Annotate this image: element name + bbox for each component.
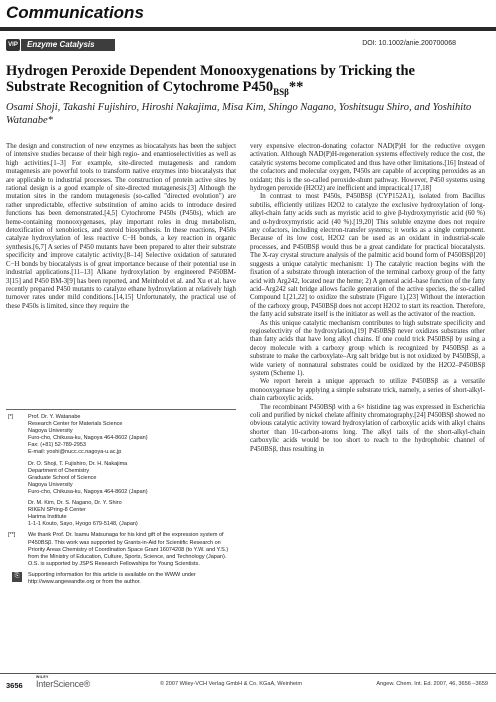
page-number: 3656 bbox=[6, 681, 23, 690]
body-column-left bbox=[6, 143, 236, 398]
title-line-2: Substrate Recognition of Cytochrome $P450_{BS\beta}**$ bbox=[6, 79, 304, 97]
supporting-info-icon: ⎘ bbox=[12, 572, 22, 582]
copyright-notice: © 2007 Wiley-VCH Verlag GmbH & Co. KGaA, Weinheim bbox=[160, 681, 303, 687]
subsection-label: Enzyme Catalysis bbox=[21, 39, 115, 51]
body-paragraph: We report herein a unique approach to utilize P450BSβ as a versatile monooxygenase by applying a simple substrate trick, namely, a series of short-alkyl-chain carboxylic acids. bbox=[250, 378, 485, 403]
affiliations-footnote bbox=[6, 409, 236, 664]
body-column-right bbox=[250, 143, 485, 665]
supporting-info-text[interactable]: Supporting information for this article is available on the WWW under http://www.angewandte.org or from the author. bbox=[28, 571, 196, 585]
footer-rule bbox=[0, 673, 496, 674]
footnote-mark: [*] bbox=[8, 414, 14, 420]
contact-email[interactable]: E-mail: yoshi@nucc.cc.nagoya-u.ac.jp bbox=[28, 449, 122, 456]
body-paragraph: very expensive electron-donating cofactor NAD(P)H for the reductive oxygen activation. Although NAD(P)H-regeneration systems effectively reduce the cost, the catalytic systems become complicated and thus have other limitations.[16] Instead of the cofactors and molecular oxygen, P450s are capable of accepting peroxides as an oxidant; this is the so-called peroxide-shunt pathway. However, P450 systems using hydrogen peroxide (H2O2) are inefficient and impractical.[17,18] bbox=[250, 143, 485, 193]
section-badge-row bbox=[6, 38, 115, 51]
vip-badge: VIP bbox=[6, 39, 20, 51]
title-line-1: Hydrogen Peroxide Dependent Monooxygenations by Tricking the bbox=[6, 63, 415, 79]
header-rule bbox=[0, 27, 496, 31]
section-header: Communications bbox=[6, 3, 144, 22]
article-title bbox=[6, 63, 476, 100]
body-paragraph: As this unique catalytic mechanism contributes to high substrate specificity and regioselectivity of the hydroxylation,[19] P450BSβ never oxidizes substrates other than fatty acids that have long alkyl chains. If one could trick P450BSβ by using a decoy molecule with a carboxy group which is recognized by P450BSβ as a substrate to make the carboxylate–Arg salt bridge but is not oxidized by P450BSβ, a wide variety of nonnatural substrates could be oxidized by the H2O2–P450BSβ system (Scheme 1). bbox=[250, 319, 485, 377]
supporting-info-entry bbox=[6, 572, 236, 586]
acknowledgement-entry bbox=[6, 532, 236, 567]
body-paragraph: The recombinant P450BSβ with a 6× histidine tag was expressed in Escherichia coli and purified by nickel chelate affinity chromatography.[24] P450BSβ showed no obvious catalytic activity toward hydroxylation of carboxylic acids with alkyl chains shorter than 10-carbon-atoms long. The alkyl tails of the short-alkyl-chain carboxylic acids would be too short to reach to the hydrophobic channel of P450BSβ, thus resulting in bbox=[250, 403, 485, 453]
body-paragraph: In contrast to most P450s, P450BSβ (CYP152A1), isolated from Bacillus subtilis, efficiently utilizes H2O2 to catalyze the exclusive hydroxylation of long-alkyl-chain fatty acids such as myristic acid to give β-hydroxymyristic acid (60 %) and α-hydroxymyristic acid (40 %).[19,20] This soluble enzyme does not require any cofactors, including electron-transfer systems; it works as a single component. Because of its low cost, H2O2 can be used as an oxidant in industrial-scale processes, and P450BSβ would thus be a great candidate for practical biocatalysts. The X-ray crystal structure analysis of the palmitic acid bound form of P450BSβ[20] suggests a unique catalytic mechanism: 1) The catalytic reaction begins with the fixation of a substrate through interaction of the terminal carboxy group of the fatty acid with Arg242, located near the heme; 2) A general acid–base function of the fatty acid–Arg242 salt bridge allows facile generation of the active species, the so-called Compound I.[21,22] to oxidize the substrate (Figure 1).[23] Without the interaction of the carboxy group, P450BSβ does not accept H2O2 to start its reaction. Therefore, the fatty acid substrate itself is the initiator as well as the activator of the reaction. bbox=[250, 193, 485, 319]
footnote-mark: [**] bbox=[8, 532, 16, 539]
author-list: Osami Shoji, Takashi Fujishiro, Hiroshi Nakajima, Misa Kim, Shingo Nagano, Yoshitsugu Shiro, and Yoshihito Watanabe* bbox=[6, 102, 472, 126]
doi-link[interactable]: DOI: 10.1002/anie.200700068 bbox=[362, 40, 456, 47]
acknowledgement-text: We thank Prof. Dr. Isamu Matsunaga for his kind gift of the expression system of P450BSβ. This work was supported by Grants-in-Aid for Scientific Research on Priority Areas Chemistry of Coordination Space Grant 16074208 (to Y.W. and Y.S.) from the Ministry of Education, Culture, Sports, Science, and Technology (Japan). O.S. is supported by JSPS Research Fellowships for Young Scientists. bbox=[28, 532, 229, 567]
body-paragraph: The design and construction of new enzymes as biocatalysts has been the subject of intensive studies because of their high regio- and enantioselectivities as well as high activities.[1–3] For example, site-directed mutagenesis and random mutagenesis are powerful tools to transform native enzymes into biocatalysts that are applicable to industrial processes. The construction of protein active sites by rational design is a good example of site-directed mutagenesis.[3] Although the mutation sites in the random mutagenesis (so-called "directed evolution") are rather unpredictable, effective substitution of amino acids to introduce desired functions has been demonstrated.[4,5] Cytochrome P450s (P450s), which are heme-containing monooxygenases, play important roles in drug metabolism, detoxification of xenobiotics, and steroid biosynthesis. In these reactions, P450s catalyze hydroxylation of less reactive C−H bonds, a key reaction in organic synthesis.[6,7] A series of P450 mutants have been prepared to alter their substrate specificity and improve catalytic activity.[8–14] Selective oxidation of saturated C−H bonds by biocatalysts is of great importance because of their potential use in industrial applications.[11–13] Alkane hydroxylation by engineered P450BM-3[15] and P450 BM-3[9] has been reported, and Meinhold et al. and Xu et al. have recently prepared P450 mutants to catalyze ethane hydroxylation at relatively high turnover rates under mild conditions.[14,15] Unfortunately, the practical use of these P450s is limited, since they require the bbox=[6, 143, 236, 310]
affiliation-entry: [*] Prof. Dr. Y. Watanabe Research Center for Materials Science Nagoya University Furo-cho, Chikusa-ku, Nagoya 464-8602 (Japan) Fax: (+81) 52-789-2953 E-mail: yoshi@nucc.cc.nagoya-u.ac.jp Dr. O. Shoji, T. Fujishiro, Dr. H. Nakajima Department of Chemistry Graduate School of Science Nagoya University Furo-cho, Chikusa-ku, Nagoya 464-8602 (Japan) Dr. M. Kim, Dr. S. Nagano, Dr. Y. Shiro RIKEN SPring-8 Center Harima Institute 1-1-1 Kouto, Sayo, Hyogo 679-5148, (Japan) bbox=[6, 414, 236, 528]
journal-citation: Angew. Chem. Int. Ed. 2007, 46, 3656 –3659 bbox=[376, 681, 488, 687]
publisher-logo: WILEY InterScience® bbox=[36, 675, 91, 689]
